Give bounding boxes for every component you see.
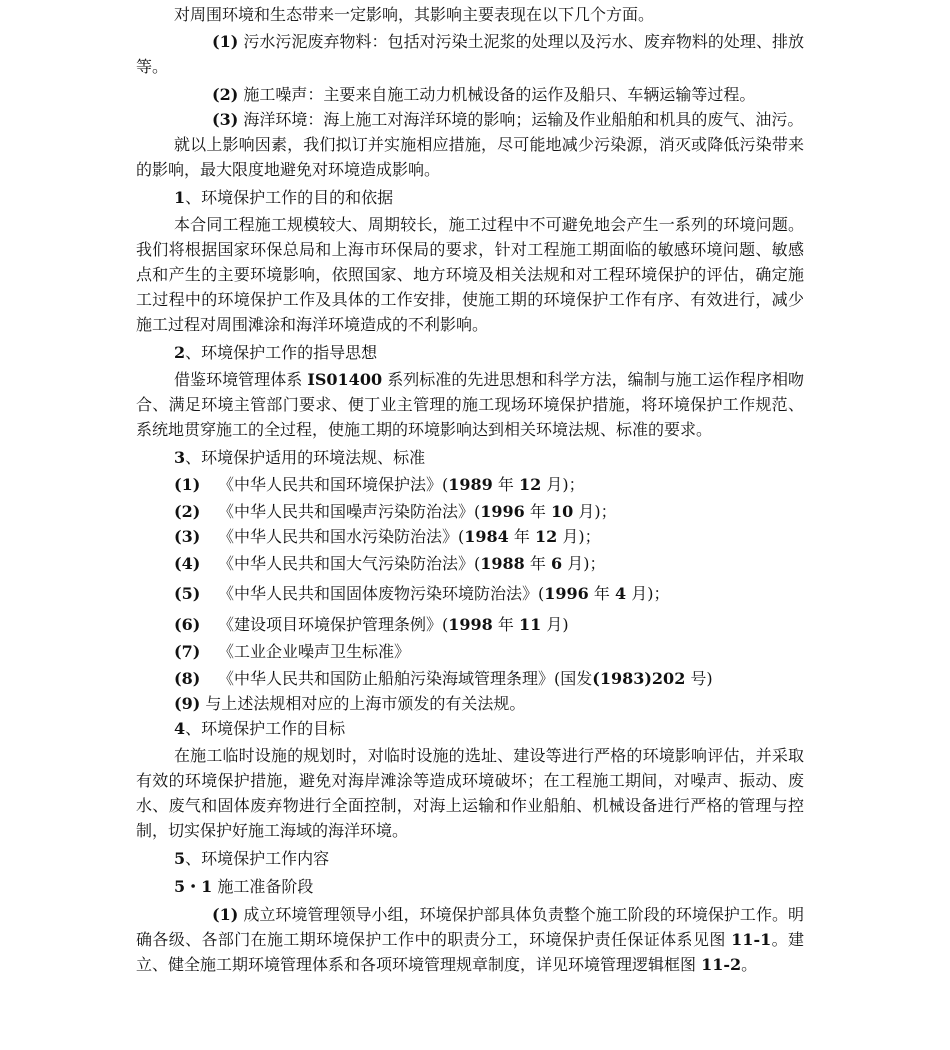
- law-item: [136, 666, 804, 691]
- law-item: [136, 472, 804, 497]
- intro-line: [136, 2, 804, 27]
- paragraph-text: 系列标准的先进思想和科学方法，编制与施工运作程序相吻合、满足环境主管部门要求、便丁业主管理的施工现场环境保护措施，将环境保护工作规范、系统地贯穿施工的全过程，使施工期的环境影响达到相关环境法规、标准的要求。: [136, 370, 804, 439]
- law-list: [136, 472, 804, 716]
- section-5-1-heading: [136, 874, 804, 899]
- law-number: (4): [174, 554, 201, 573]
- section-2-heading: [136, 340, 804, 365]
- item-number: (2): [212, 85, 239, 104]
- law-year: 1989: [448, 475, 493, 494]
- section-number: 2: [174, 343, 186, 362]
- year-unit: 年: [524, 502, 551, 521]
- paragraph-text: 成立环境管理领导小组，环境保护部具体负责整个施工阶段的环境保护工作。明确各级、各部门在施工期环境保护工作中的职责分工，环境保护责任保证体系见图: [136, 905, 804, 949]
- law-number: (9): [174, 694, 201, 713]
- law-suffix: 月)；: [573, 502, 617, 521]
- year-unit: 年: [492, 475, 519, 494]
- law-number: (8): [174, 669, 201, 688]
- item-number: (1): [212, 32, 239, 51]
- law-title: 《工业企业噪声卫生标准》: [218, 642, 411, 661]
- law-title: 《中华人民共和国环境保护法》(: [218, 475, 449, 494]
- law-month: 4: [614, 584, 627, 603]
- figure-ref: 11-2: [701, 955, 742, 974]
- year-unit: 年: [524, 554, 551, 573]
- law-title: 《中华人民共和国水污染防治法》(: [218, 527, 465, 546]
- summary-text: 就以上影响因素，我们拟订并实施相应措施，尽可能地减少污染源，消灭或降低污染带来的影响，最大限度地避免对环境造成影响。: [136, 135, 804, 179]
- law-year: 1984: [464, 527, 509, 546]
- law-item: [136, 612, 804, 637]
- paragraph-text: 本合同工程施工规模较大、周期较长，施工过程中不可避免地会产生一系列的环境问题。我们将根据国家环保总局和上海市环保局的要求，针对工程施工期面临的敏感环境问题、敏感点和产生的主要环境影响，依照国家、地方环境及相关法规和对工程环境保护的评估，确定施工过程中的环境保护工作及具体的工作安排，使施工期的环境保护工作有序、有效进行，减少施工过程对周围滩涂和海洋环境造成的不利影响。: [136, 215, 804, 334]
- law-title: 《中华人民共和国固体废物污染环境防治法》(: [218, 584, 545, 603]
- law-number: (3): [174, 527, 201, 546]
- section-5-1-body: [136, 902, 804, 977]
- intro-item-1: [136, 29, 804, 79]
- section-title: 、环境保护工作的目的和依据: [185, 188, 394, 207]
- law-year: 1998: [448, 615, 493, 634]
- figure-ref: 11-1: [731, 930, 772, 949]
- section-title: 、环境保护工作内容: [185, 849, 330, 868]
- section-number: 3: [174, 448, 186, 467]
- law-number: (6): [174, 615, 201, 634]
- paragraph-text: 借鉴环境管理体系: [174, 370, 308, 389]
- section-4-body: [136, 743, 804, 843]
- intro-text: 对周围环境和生态带来一定影响，其影响主要表现在以下几个方面。: [174, 5, 655, 24]
- law-item: [136, 524, 804, 549]
- section-1-heading: [136, 185, 804, 210]
- year-unit: 年: [508, 527, 535, 546]
- law-code: (1983)202: [592, 669, 686, 688]
- law-item: [136, 581, 804, 606]
- law-month: 11: [518, 615, 542, 634]
- item-number: (1): [212, 905, 239, 924]
- law-item: [136, 639, 804, 664]
- law-item: [136, 499, 804, 524]
- law-month: 12: [534, 527, 558, 546]
- year-unit: 年: [492, 615, 519, 634]
- intro-summary: [136, 132, 804, 182]
- section-title: 、环境保护适用的环境法规、标准: [185, 448, 426, 467]
- law-suffix: 月)；: [562, 554, 606, 573]
- law-suffix: 号): [685, 669, 713, 688]
- law-title: 《中华人民共和国防止船舶污染海域管理条理》(国发: [218, 669, 593, 688]
- item-text: 海洋环境：海上施工对海洋环境的影响；运输及作业船舶和机具的废气、油污。: [243, 110, 804, 129]
- law-suffix: 月)；: [541, 475, 585, 494]
- law-title: 《中华人民共和国噪声污染防治法》(: [218, 502, 481, 521]
- section-2-body: [136, 367, 804, 442]
- law-number: (5): [174, 584, 201, 603]
- intro-item-3: [136, 107, 804, 132]
- law-number: (2): [174, 502, 201, 521]
- item-text: 施工噪声：主要来自施工动力机械设备的运作及船只、车辆运输等过程。: [243, 85, 756, 104]
- law-year: 1996: [544, 584, 589, 603]
- item-text: 污水污泥废弃物料：包括对污染土泥浆的处理以及污水、废弃物料的处理、排放等。: [136, 32, 804, 76]
- law-suffix: 月): [541, 615, 569, 634]
- standard-code: IS01400: [307, 370, 383, 389]
- law-year: 1996: [480, 502, 525, 521]
- subsection-number: 5・1: [174, 877, 213, 896]
- section-number: 4: [174, 719, 186, 738]
- law-year: 1988: [480, 554, 525, 573]
- item-number: (3): [212, 110, 239, 129]
- section-number: 1: [174, 188, 186, 207]
- section-1-body: [136, 212, 804, 337]
- law-number: (1): [174, 475, 201, 494]
- paragraph-text: 在施工临时设施的规划时，对临时设施的选址、建设等进行严格的环境影响评估，并采取有效的环境保护措施，避免对海岸滩涂等造成环境破坏；在工程施工期间，对噪声、振动、废水、废气和固体废弃物进行全面控制，对海上运输和作业船舶、机械设备进行严格的管理与控制，切实保护好施工海域的海洋环境。: [136, 746, 804, 840]
- law-suffix: 月)；: [626, 584, 670, 603]
- law-month: 6: [550, 554, 563, 573]
- paragraph-text: 。建立、健全施工期环境管理体系和各项环境管理规章制度，详见环境管理逻辑框图: [136, 930, 804, 974]
- law-item: [136, 551, 804, 576]
- law-title: 《中华人民共和国大气污染防治法》(: [218, 554, 481, 573]
- law-month: 12: [518, 475, 542, 494]
- law-month: 10: [550, 502, 574, 521]
- section-5-heading: [136, 846, 804, 871]
- section-number: 5: [174, 849, 186, 868]
- section-title: 、环境保护工作的目标: [185, 719, 346, 738]
- intro-item-2: [136, 82, 804, 107]
- subsection-title: 施工准备阶段: [212, 877, 314, 896]
- law-title: 《建设项目环境保护管理条例》(: [218, 615, 449, 634]
- year-unit: 年: [588, 584, 615, 603]
- law-title: 与上述法规相对应的上海市颁发的有关法规。: [205, 694, 526, 713]
- section-4-heading: [136, 716, 804, 741]
- law-item: [136, 691, 804, 716]
- section-title: 、环境保护工作的指导思想: [185, 343, 378, 362]
- law-suffix: 月)；: [557, 527, 601, 546]
- document-page: [136, 0, 804, 977]
- law-number: (7): [174, 642, 201, 661]
- paragraph-text: 。: [741, 955, 758, 974]
- section-3-heading: [136, 445, 804, 470]
